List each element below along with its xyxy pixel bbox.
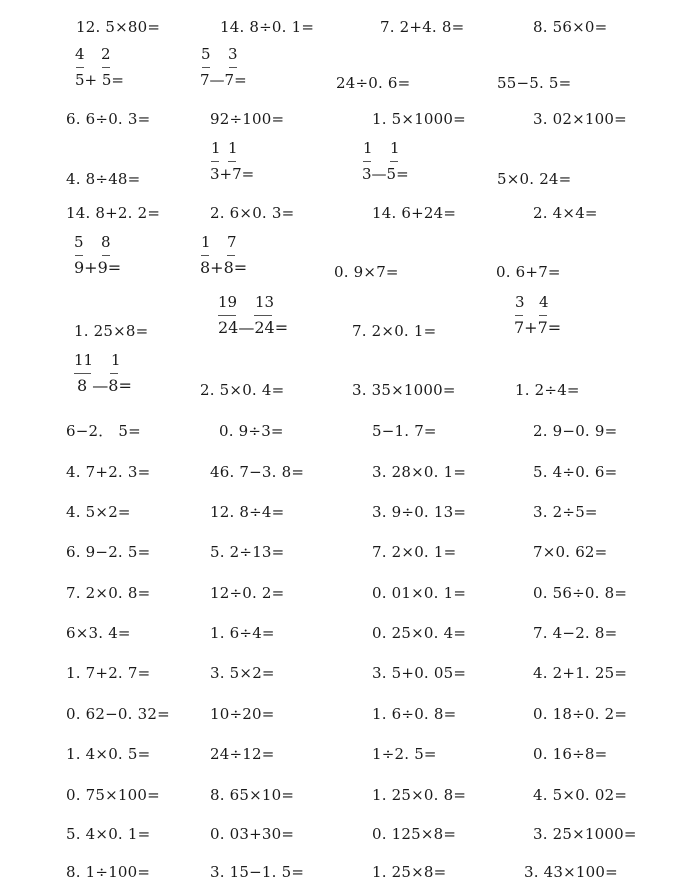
problem: 7. 4−2. 8= bbox=[533, 624, 618, 642]
problem: 2. 4×4= bbox=[533, 204, 598, 222]
problem: 3. 28×0. 1= bbox=[372, 463, 467, 481]
problem: 0. 01×0. 1= bbox=[372, 584, 467, 602]
problem: 5×0. 24= bbox=[497, 170, 572, 188]
problem: 0. 16÷8= bbox=[533, 745, 608, 763]
problem: 6. 6÷0. 3= bbox=[66, 110, 151, 128]
problem: 4. 7+2. 3= bbox=[66, 463, 151, 481]
problem: 6. 9−2. 5= bbox=[66, 543, 151, 561]
problem: 1. 5×1000= bbox=[372, 110, 466, 128]
problem: 1. 6÷4= bbox=[210, 624, 275, 642]
problem: 5. 4÷0. 6= bbox=[533, 463, 618, 481]
problem: 24÷0. 6= bbox=[336, 74, 411, 92]
problem: 1. 4×0. 5= bbox=[66, 745, 151, 763]
problem: 12. 8÷4= bbox=[210, 503, 285, 521]
problem: 3. 02×100= bbox=[533, 110, 627, 128]
problem: 6−2． 5= bbox=[66, 422, 141, 440]
problem: 14. 8+2. 2= bbox=[66, 204, 161, 222]
problem: 8. 56×0= bbox=[533, 18, 608, 36]
problem: 3. 15−1. 5= bbox=[210, 863, 305, 881]
problem: 4. 2+1. 25= bbox=[533, 664, 628, 682]
problem: 0. 03+30= bbox=[210, 825, 295, 843]
problem: 92÷100= bbox=[210, 110, 285, 128]
problem: 0. 62−0. 32= bbox=[66, 705, 170, 723]
problem: 3. 2÷5= bbox=[533, 503, 598, 521]
problem: 24÷12= bbox=[210, 745, 275, 763]
problem: 7. 2+4. 8= bbox=[380, 18, 465, 36]
problem: 0. 18÷0. 2= bbox=[533, 705, 628, 723]
problem: 14. 6+24= bbox=[372, 204, 457, 222]
problem: 8. 1÷100= bbox=[66, 863, 151, 881]
problem: 55−5. 5= bbox=[497, 74, 572, 92]
problem: 7. 2×0. 8= bbox=[66, 584, 151, 602]
problem: 2. 6×0. 3= bbox=[210, 204, 295, 222]
problem: 1. 25×8= bbox=[372, 863, 447, 881]
problem: 46. 7−3. 8= bbox=[210, 463, 305, 481]
problem: 0. 56÷0. 8= bbox=[533, 584, 628, 602]
problem: 1. 7+2. 7= bbox=[66, 664, 151, 682]
problem: 12÷0. 2= bbox=[210, 584, 285, 602]
problem: 0. 9÷3= bbox=[219, 422, 284, 440]
problem: 1÷2. 5= bbox=[372, 745, 437, 763]
problem: 3. 5+0. 05= bbox=[372, 664, 467, 682]
problem: 10÷20= bbox=[210, 705, 275, 723]
problem: 7. 2×0. 1= bbox=[372, 543, 457, 561]
problem: 7. 2×0. 1= bbox=[352, 322, 437, 340]
problem: 1. 25×8= bbox=[74, 322, 149, 340]
problem: 0. 125×8= bbox=[372, 825, 457, 843]
problem: 0. 25×0. 4= bbox=[372, 624, 467, 642]
problem: 3. 25×1000= bbox=[533, 825, 637, 843]
problem: 3. 43×100= bbox=[524, 863, 618, 881]
problem: 8. 65×10= bbox=[210, 786, 295, 804]
problem: 12. 5×80= bbox=[76, 18, 161, 36]
problem: 0. 75×100= bbox=[66, 786, 160, 804]
problem: 1. 2÷4= bbox=[515, 381, 580, 399]
problem: 5. 4×0. 1= bbox=[66, 825, 151, 843]
problem: 0. 6+7= bbox=[496, 263, 561, 281]
problem: 7×0. 62= bbox=[533, 543, 608, 561]
problem: 5. 2÷13= bbox=[210, 543, 285, 561]
problem: 4. 5×0. 02= bbox=[533, 786, 628, 804]
problem: 5−1. 7= bbox=[372, 422, 437, 440]
problem: 1. 6÷0. 8= bbox=[372, 705, 457, 723]
problem: 2. 5×0. 4= bbox=[200, 381, 285, 399]
problem: 3. 5×2= bbox=[210, 664, 275, 682]
problem: 4. 5×2= bbox=[66, 503, 131, 521]
problem: 0. 9×7= bbox=[334, 263, 399, 281]
problem: 2. 9−0. 9= bbox=[533, 422, 618, 440]
problem: 1. 25×0. 8= bbox=[372, 786, 467, 804]
problem: 4. 8÷48= bbox=[66, 170, 141, 188]
problem: 3. 35×1000= bbox=[352, 381, 456, 399]
problem: 14. 8÷0. 1= bbox=[220, 18, 315, 36]
problem: 6×3. 4= bbox=[66, 624, 131, 642]
problem: 3. 9÷0. 13= bbox=[372, 503, 467, 521]
